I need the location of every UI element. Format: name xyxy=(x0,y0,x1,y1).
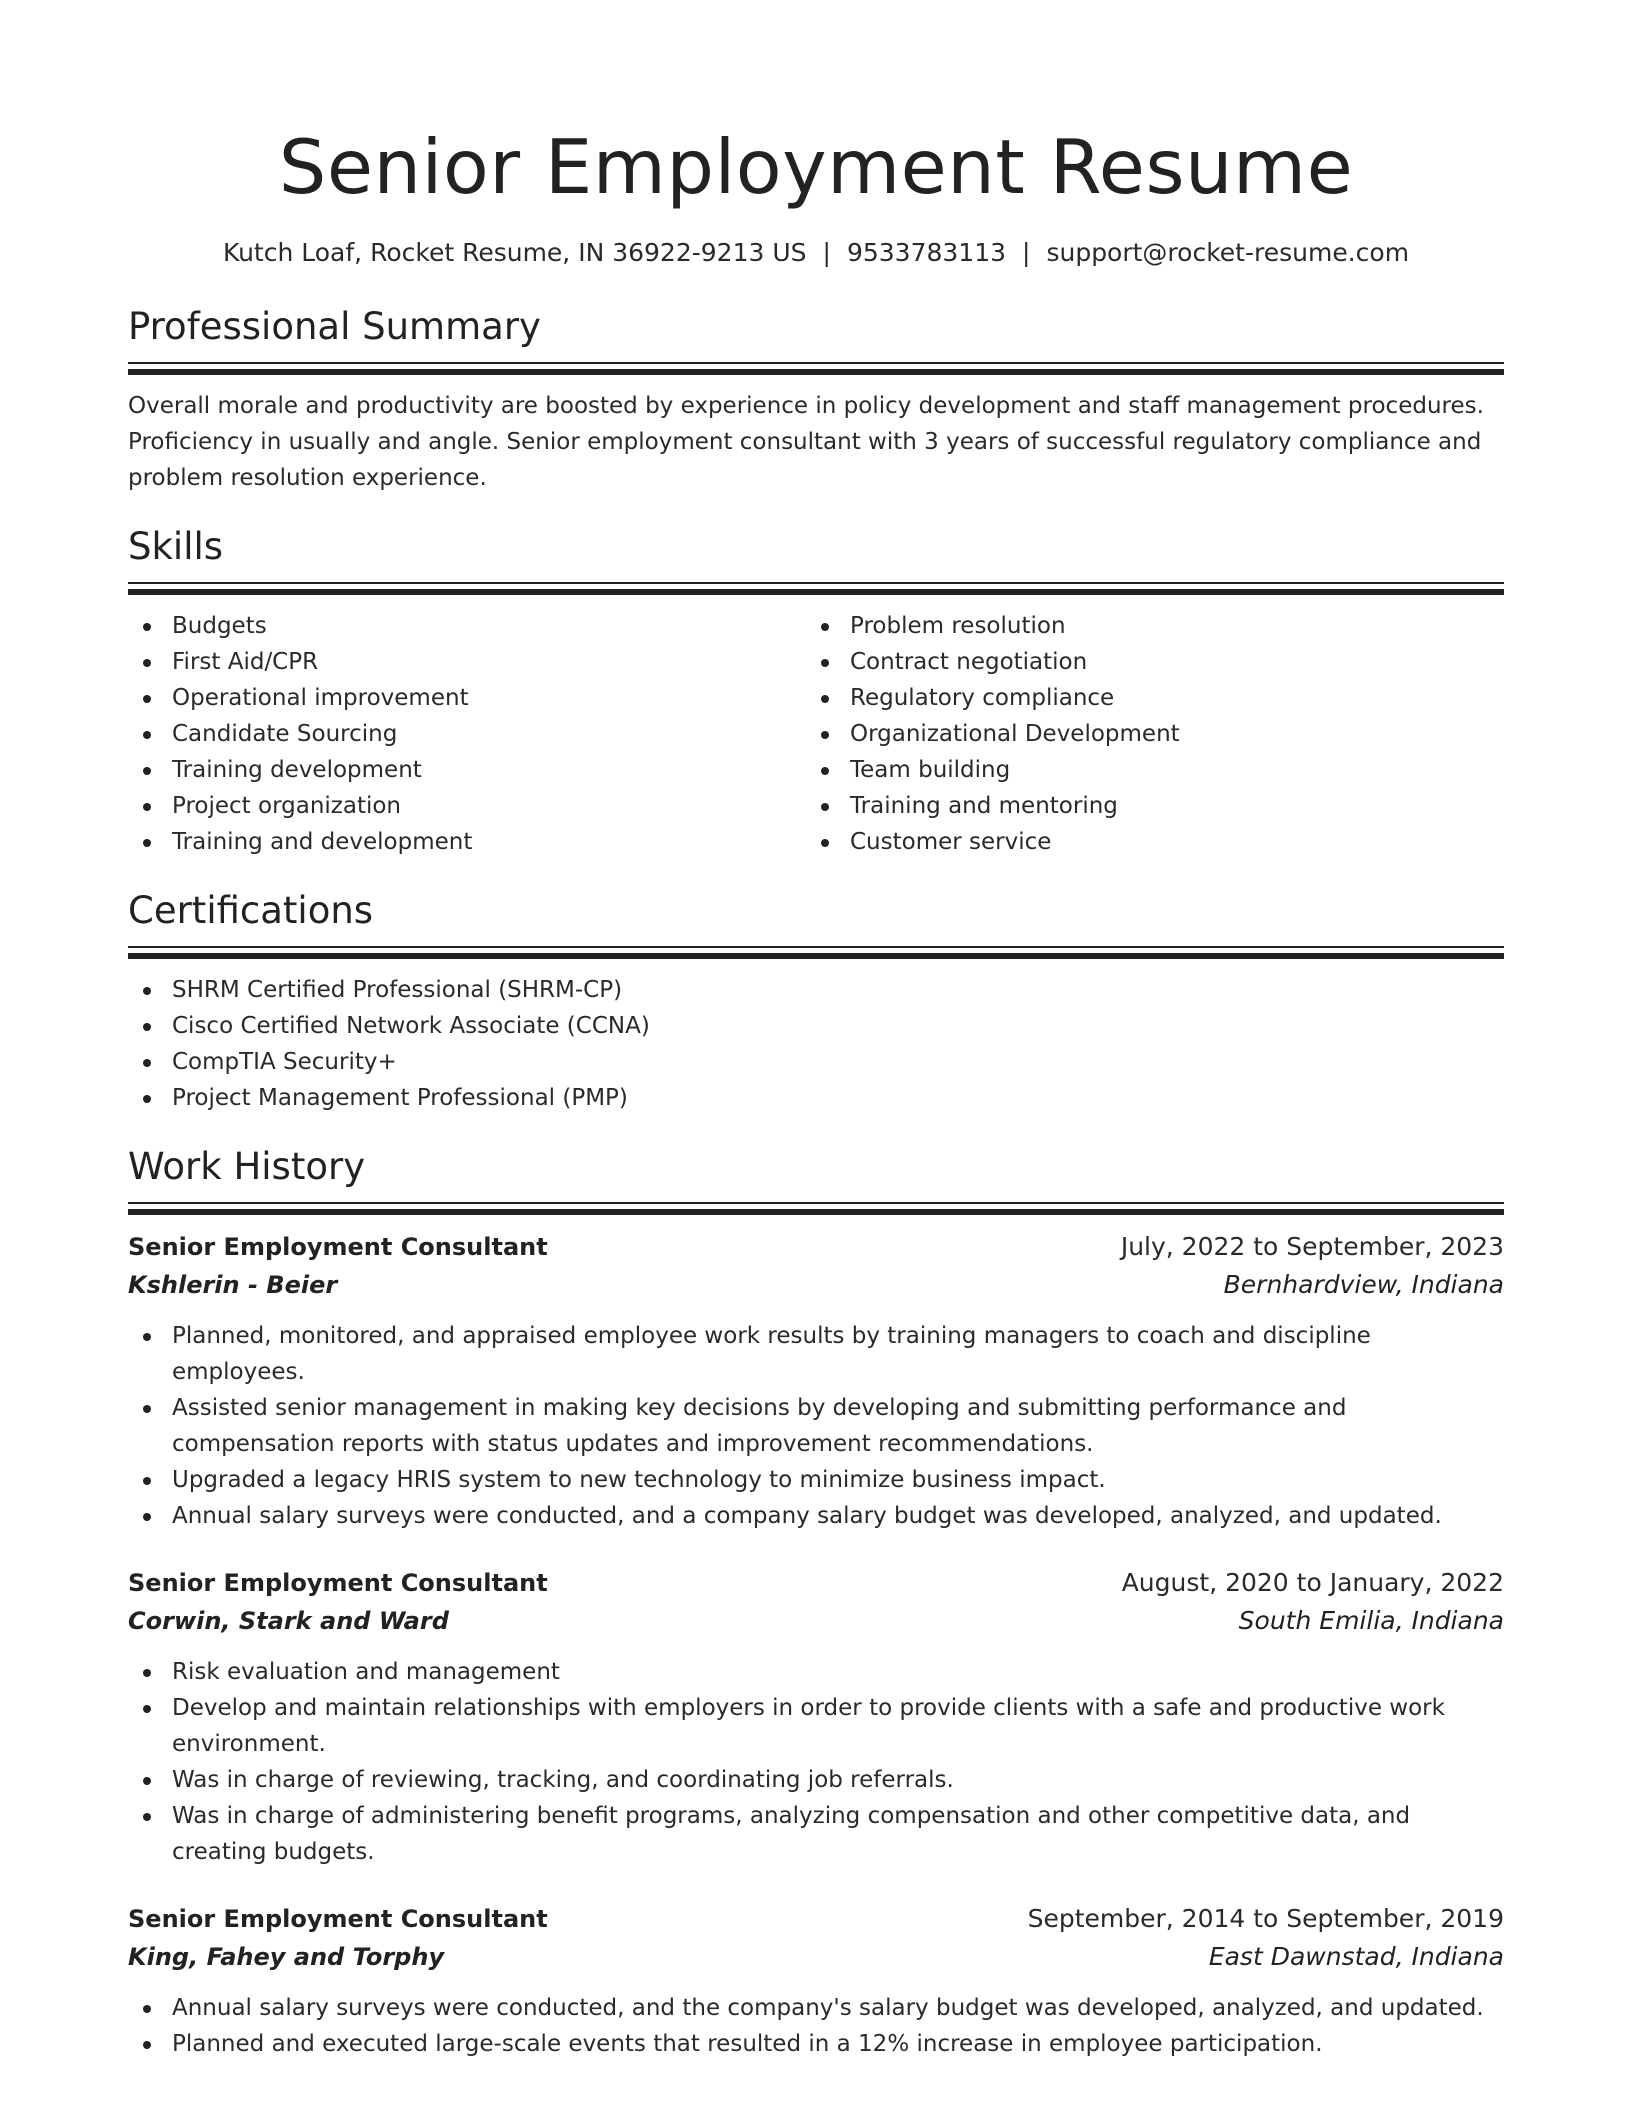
skill-item: Team building xyxy=(806,752,1484,788)
skills-list-right xyxy=(806,608,1484,860)
skill-item: Training and development xyxy=(128,824,806,860)
job-header xyxy=(128,1900,1504,1938)
job-title: Senior Employment Consultant xyxy=(128,1569,548,1597)
skills-list-left xyxy=(128,608,806,860)
section-divider xyxy=(128,1202,1504,1216)
skill-item: Training and mentoring xyxy=(806,788,1484,824)
job-bullet: Upgraded a legacy HRIS system to new technology to minimize business impact. xyxy=(128,1462,1504,1498)
contact-separator: | xyxy=(1022,238,1031,267)
job-dates: September, 2014 to September, 2019 xyxy=(1027,1904,1504,1933)
skills-grid xyxy=(128,608,1504,860)
contact-line xyxy=(128,236,1504,270)
job-subheader xyxy=(128,1938,1504,1976)
job-dates: July, 2022 to September, 2023 xyxy=(1120,1232,1504,1261)
job-bullet-list xyxy=(128,1990,1504,2062)
job-bullet: Annual salary surveys were conducted, and the company's salary budget was developed, analyzed, and updated. xyxy=(128,1990,1504,2026)
section-heading-summary: Professional Summary xyxy=(128,305,541,348)
job-company: Corwin, Stark and Ward xyxy=(128,1607,449,1635)
section-heading-skills: Skills xyxy=(128,525,224,568)
skill-item: Operational improvement xyxy=(128,680,806,716)
contact-separator: | xyxy=(822,238,831,267)
job-bullet: Planned and executed large-scale events that resulted in a 12% increase in employee participation. xyxy=(128,2026,1504,2062)
job-location: East Dawnstad, Indiana xyxy=(1208,1942,1504,1971)
job-entry xyxy=(128,1228,1504,1534)
job-subheader xyxy=(128,1602,1504,1640)
skill-item: Customer service xyxy=(806,824,1484,860)
skill-item: Project organization xyxy=(128,788,806,824)
job-location: South Emilia, Indiana xyxy=(1238,1606,1504,1635)
job-bullet: Develop and maintain relationships with employers in order to provide clients with a safe and productive work environment. xyxy=(128,1690,1504,1762)
resume-title: Senior Employment Resume xyxy=(278,123,1354,211)
job-bullet: Was in charge of administering benefit programs, analyzing compensation and other competitive data, and creating budgets. xyxy=(128,1798,1504,1870)
section-heading-certifications: Certifications xyxy=(128,889,374,932)
skills-section xyxy=(128,522,1504,860)
job-dates: August, 2020 to January, 2022 xyxy=(1121,1568,1504,1597)
job-bullet-list xyxy=(128,1654,1504,1870)
skill-item: Organizational Development xyxy=(806,716,1484,752)
certifications-list xyxy=(128,972,1504,1116)
certification-item: SHRM Certified Professional (SHRM-CP) xyxy=(128,972,1504,1008)
job-location: Bernhardview, Indiana xyxy=(1223,1270,1504,1299)
job-company: King, Fahey and Torphy xyxy=(128,1943,445,1971)
job-entry xyxy=(128,1900,1504,2062)
job-bullet: Risk evaluation and management xyxy=(128,1654,1504,1690)
resume-page xyxy=(128,0,1504,2062)
job-header xyxy=(128,1228,1504,1266)
summary-section xyxy=(128,302,1504,496)
skill-item: Regulatory compliance xyxy=(806,680,1484,716)
section-divider xyxy=(128,946,1504,960)
section-heading-work-history: Work History xyxy=(128,1145,366,1188)
skill-item: Training development xyxy=(128,752,806,788)
job-bullet: Planned, monitored, and appraised employee work results by training managers to coach and discipline employees. xyxy=(128,1318,1504,1390)
summary-text: Overall morale and productivity are boosted by experience in policy development and staff management procedures. Proficiency in usually and angle. Senior employment consultant with 3 years of successful regulatory compliance and problem resolution experience. xyxy=(128,393,1484,491)
work-history-section xyxy=(128,1142,1504,2062)
certifications-section xyxy=(128,886,1504,1116)
certification-item: CompTIA Security+ xyxy=(128,1044,1504,1080)
contact-address: Kutch Loaf, Rocket Resume, IN 36922-9213 US xyxy=(222,238,807,267)
contact-email[interactable]: support@rocket-resume.com xyxy=(1046,238,1410,267)
job-bullet: Was in charge of reviewing, tracking, and coordinating job referrals. xyxy=(128,1762,1504,1798)
job-entry xyxy=(128,1564,1504,1870)
section-divider xyxy=(128,582,1504,596)
job-bullet-list xyxy=(128,1318,1504,1534)
skill-item: First Aid/CPR xyxy=(128,644,806,680)
skill-item: Candidate Sourcing xyxy=(128,716,806,752)
job-company: Kshlerin - Beier xyxy=(128,1271,338,1299)
job-header xyxy=(128,1564,1504,1602)
certification-item: Project Management Professional (PMP) xyxy=(128,1080,1504,1116)
job-bullet: Assisted senior management in making key decisions by developing and submitting performance and compensation reports with status updates and improvement recommendations. xyxy=(128,1390,1504,1462)
job-subheader xyxy=(128,1266,1504,1304)
job-title: Senior Employment Consultant xyxy=(128,1905,548,1933)
skill-item: Problem resolution xyxy=(806,608,1484,644)
job-title: Senior Employment Consultant xyxy=(128,1233,548,1261)
skill-item: Budgets xyxy=(128,608,806,644)
section-divider xyxy=(128,362,1504,376)
certification-item: Cisco Certified Network Associate (CCNA) xyxy=(128,1008,1504,1044)
contact-phone: 9533783113 xyxy=(846,238,1007,267)
skill-item: Contract negotiation xyxy=(806,644,1484,680)
job-bullet: Annual salary surveys were conducted, and a company salary budget was developed, analyzed, and updated. xyxy=(128,1498,1504,1534)
